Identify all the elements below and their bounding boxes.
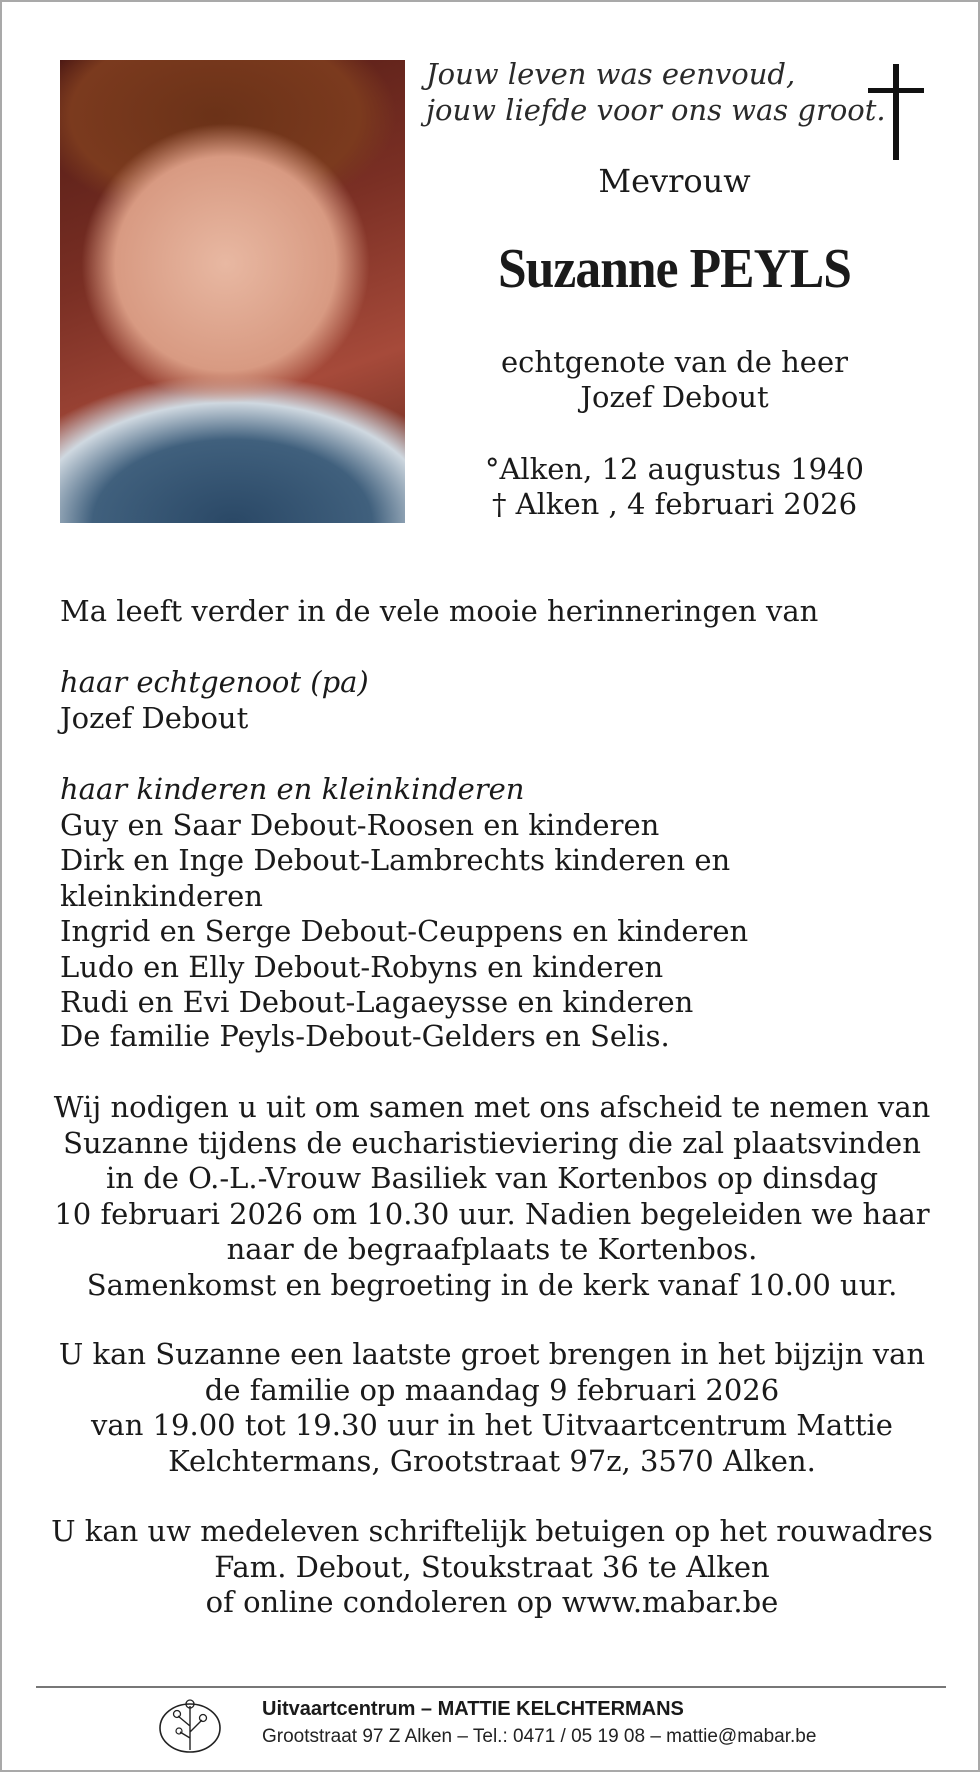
spouse-info (422, 345, 927, 415)
quote-line-1: Jouw leven was eenvoud, (426, 57, 796, 91)
visitation-line: Kelchtermans, Grootstraat 97z, 3570 Alken. (168, 1443, 816, 1478)
ceremony-paragraph (42, 1090, 942, 1303)
spouse-heading: haar echtgenoot (pa) (60, 665, 369, 699)
visitation-line: U kan Suzanne een laatste groet brengen in het bijzijn van (58, 1337, 926, 1371)
portrait-photo (60, 60, 405, 523)
visitation-paragraph (42, 1337, 942, 1479)
funeral-home-name: Uitvaartcentrum – MATTIE KELCHTERMANS (262, 1698, 684, 1720)
ceremony-line: in de O.-L.-Vrouw Basiliek van Kortenbos op dinsdag (105, 1161, 879, 1195)
quote-line-2: jouw liefde voor ons was groot. (426, 93, 886, 127)
spouse-section (60, 665, 920, 736)
honorific: Mevrouw (598, 162, 751, 200)
ceremony-line: 10 februari 2026 om 10.30 uur. Nadien begeleiden we haar (54, 1196, 930, 1231)
spouse-name: Jozef Debout (60, 700, 249, 735)
condolence-line: of online condoleren op www.mabar.be (205, 1585, 779, 1619)
flower-logo-icon (158, 1692, 222, 1754)
life-dates (422, 452, 927, 522)
condolence-paragraph (42, 1514, 942, 1621)
ceremony-line: Suzanne tijdens de eucharistieviering die zal plaatsvinden (63, 1125, 921, 1160)
child-line: Rudi en Evi Debout-Lagaeysse en kinderen (60, 985, 694, 1019)
child-line: Dirk en Inge Debout-Lambrechts kinderen en kleinkinderen (60, 843, 731, 913)
ceremony-line: Wij nodigen u uit om samen met ons afscheid te nemen van (53, 1090, 931, 1124)
funeral-home-contact: Grootstraat 97 Z Alken – Tel.: 0471 / 05 19 08 – mattie@mabar.be (262, 1726, 817, 1747)
children-heading: haar kinderen en kleinkinderen (60, 772, 525, 806)
condolence-line: Fam. Debout, Stoukstraat 36 te Alken (214, 1549, 770, 1584)
visitation-line: de familie op maandag 9 februari 2026 (204, 1372, 780, 1407)
spouse-line-2: Jozef Debout (580, 380, 769, 414)
intro-text: Ma leeft verder in de vele mooie herinneringen van (60, 594, 819, 628)
family-line: De familie Peyls-Debout-Gelders en Selis. (60, 1019, 670, 1053)
child-line: Ludo en Elly Debout-Robyns en kinderen (60, 949, 664, 984)
visitation-line: van 19.00 tot 19.30 uur in het Uitvaartcentrum Mattie (91, 1408, 893, 1442)
death-date: † Alken , 4 februari 2026 (491, 487, 858, 521)
condolence-line: U kan uw medeleven schriftelijk betuigen op het rouwadres (51, 1514, 933, 1548)
deceased-name: Suzanne PEYLS (497, 238, 852, 300)
quote (426, 56, 886, 128)
children-section (60, 772, 920, 1021)
ceremony-line: naar de begraafplaats te Kortenbos. (226, 1232, 758, 1266)
child-line: Ingrid en Serge Debout-Ceuppens en kinderen (60, 914, 749, 948)
child-line: Guy en Saar Debout-Roosen en kinderen (60, 807, 660, 842)
ceremony-line: Samenkomst en begroeting in de kerk vanaf 10.00 uur. (86, 1267, 898, 1302)
spouse-line-1: echtgenote van de heer (500, 345, 848, 379)
birth-date: °Alken, 12 augustus 1940 (484, 452, 864, 486)
footer-divider (36, 1686, 946, 1688)
cross-icon (868, 64, 924, 160)
